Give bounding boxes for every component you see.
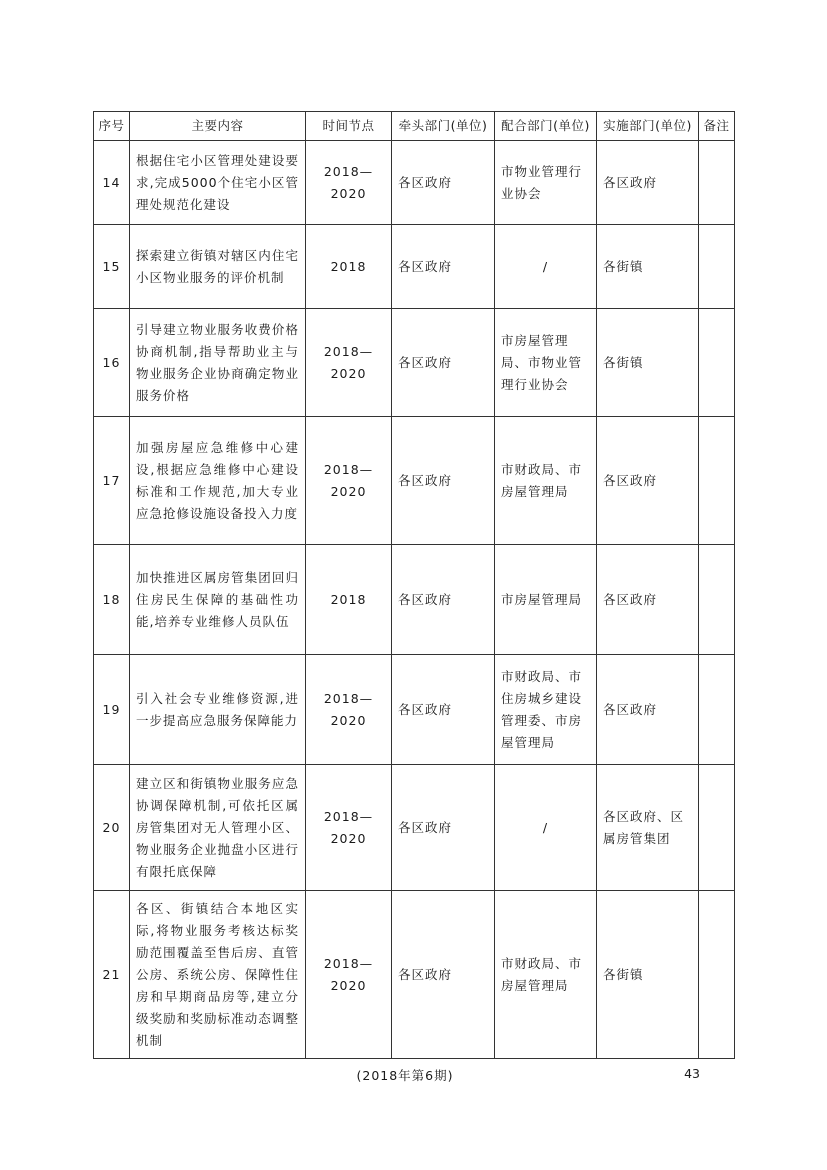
cell-seq: 14 — [94, 141, 130, 225]
cell-impl: 各区政府 — [597, 417, 699, 545]
header-lead: 牵头部门(单位) — [392, 112, 495, 141]
table-row — [94, 655, 735, 765]
cell-impl: 各区政府 — [597, 655, 699, 765]
cell-seq: 16 — [94, 309, 130, 417]
cell-content: 根据住宅小区管理处建设要求,完成5000个住宅小区管理处规范化建设 — [130, 141, 306, 225]
cell-impl: 各街镇 — [597, 309, 699, 417]
header-coop: 配合部门(单位) — [495, 112, 597, 141]
cell-impl: 各街镇 — [597, 891, 699, 1059]
cell-seq: 17 — [94, 417, 130, 545]
table-row — [94, 545, 735, 655]
cell-seq: 18 — [94, 545, 130, 655]
cell-lead: 各区政府 — [392, 545, 495, 655]
cell-note — [699, 309, 735, 417]
cell-impl: 各区政府 — [597, 545, 699, 655]
cell-impl: 各街镇 — [597, 225, 699, 309]
cell-content: 建立区和街镇物业服务应急协调保障机制,可依托区属房管集团对无人管理小区、物业服务企业抛盘小区进行有限托底保障 — [130, 765, 306, 891]
page-number: 43 — [684, 1066, 700, 1081]
cell-time: 2018 — [306, 225, 392, 309]
cell-time: 2018—2020 — [306, 417, 392, 545]
cell-coop: 市财政局、市住房城乡建设管理委、市房屋管理局 — [495, 655, 597, 765]
table-row — [94, 417, 735, 545]
header-impl: 实施部门(单位) — [597, 112, 699, 141]
cell-seq: 15 — [94, 225, 130, 309]
cell-note — [699, 891, 735, 1059]
cell-coop: 市财政局、市房屋管理局 — [495, 417, 597, 545]
table-row — [94, 225, 735, 309]
cell-coop: 市物业管理行业协会 — [495, 141, 597, 225]
cell-seq: 20 — [94, 765, 130, 891]
cell-note — [699, 225, 735, 309]
table-row — [94, 141, 735, 225]
cell-time: 2018—2020 — [306, 765, 392, 891]
issue-label: (2018年第6期) — [356, 1068, 454, 1083]
cell-note — [699, 765, 735, 891]
cell-content: 引入社会专业维修资源,进一步提高应急服务保障能力 — [130, 655, 306, 765]
cell-coop: 市房屋管理局、市物业管理行业协会 — [495, 309, 597, 417]
cell-impl: 各区政府 — [597, 141, 699, 225]
cell-lead: 各区政府 — [392, 891, 495, 1059]
cell-content: 加快推进区属房管集团回归住房民生保障的基础性功能,培养专业维修人员队伍 — [130, 545, 306, 655]
cell-time: 2018—2020 — [306, 141, 392, 225]
cell-content: 加强房屋应急维修中心建设,根据应急维修中心建设标准和工作规范,加大专业应急抢修设施设备投入力度 — [130, 417, 306, 545]
cell-seq: 21 — [94, 891, 130, 1059]
cell-lead: 各区政府 — [392, 309, 495, 417]
header-content: 主要内容 — [130, 112, 306, 141]
cell-note — [699, 417, 735, 545]
cell-content: 各区、街镇结合本地区实际,将物业服务考核达标奖励范围覆盖至售后房、直管公房、系统公房、保障性住房和早期商品房等,建立分级奖励和奖励标准动态调整机制 — [130, 891, 306, 1059]
header-seq: 序号 — [94, 112, 130, 141]
cell-coop: / — [495, 225, 597, 309]
table-row — [94, 309, 735, 417]
header-note: 备注 — [699, 112, 735, 141]
table-row — [94, 891, 735, 1059]
cell-time: 2018—2020 — [306, 655, 392, 765]
cell-note — [699, 545, 735, 655]
cell-content: 探索建立街镇对辖区内住宅小区物业服务的评价机制 — [130, 225, 306, 309]
cell-lead: 各区政府 — [392, 141, 495, 225]
cell-lead: 各区政府 — [392, 225, 495, 309]
table-row — [94, 765, 735, 891]
cell-lead: 各区政府 — [392, 417, 495, 545]
header-time: 时间节点 — [306, 112, 392, 141]
table-header-row — [94, 112, 735, 141]
cell-note — [699, 655, 735, 765]
policy-table — [93, 111, 735, 1059]
cell-content: 引导建立物业服务收费价格协商机制,指导帮助业主与物业服务企业协商确定物业服务价格 — [130, 309, 306, 417]
cell-coop: 市财政局、市房屋管理局 — [495, 891, 597, 1059]
cell-time: 2018—2020 — [306, 309, 392, 417]
cell-seq: 19 — [94, 655, 130, 765]
cell-time: 2018 — [306, 545, 392, 655]
cell-coop: 市房屋管理局 — [495, 545, 597, 655]
cell-time: 2018—2020 — [306, 891, 392, 1059]
cell-impl: 各区政府、区属房管集团 — [597, 765, 699, 891]
cell-lead: 各区政府 — [392, 655, 495, 765]
cell-coop: / — [495, 765, 597, 891]
cell-note — [699, 141, 735, 225]
cell-lead: 各区政府 — [392, 765, 495, 891]
